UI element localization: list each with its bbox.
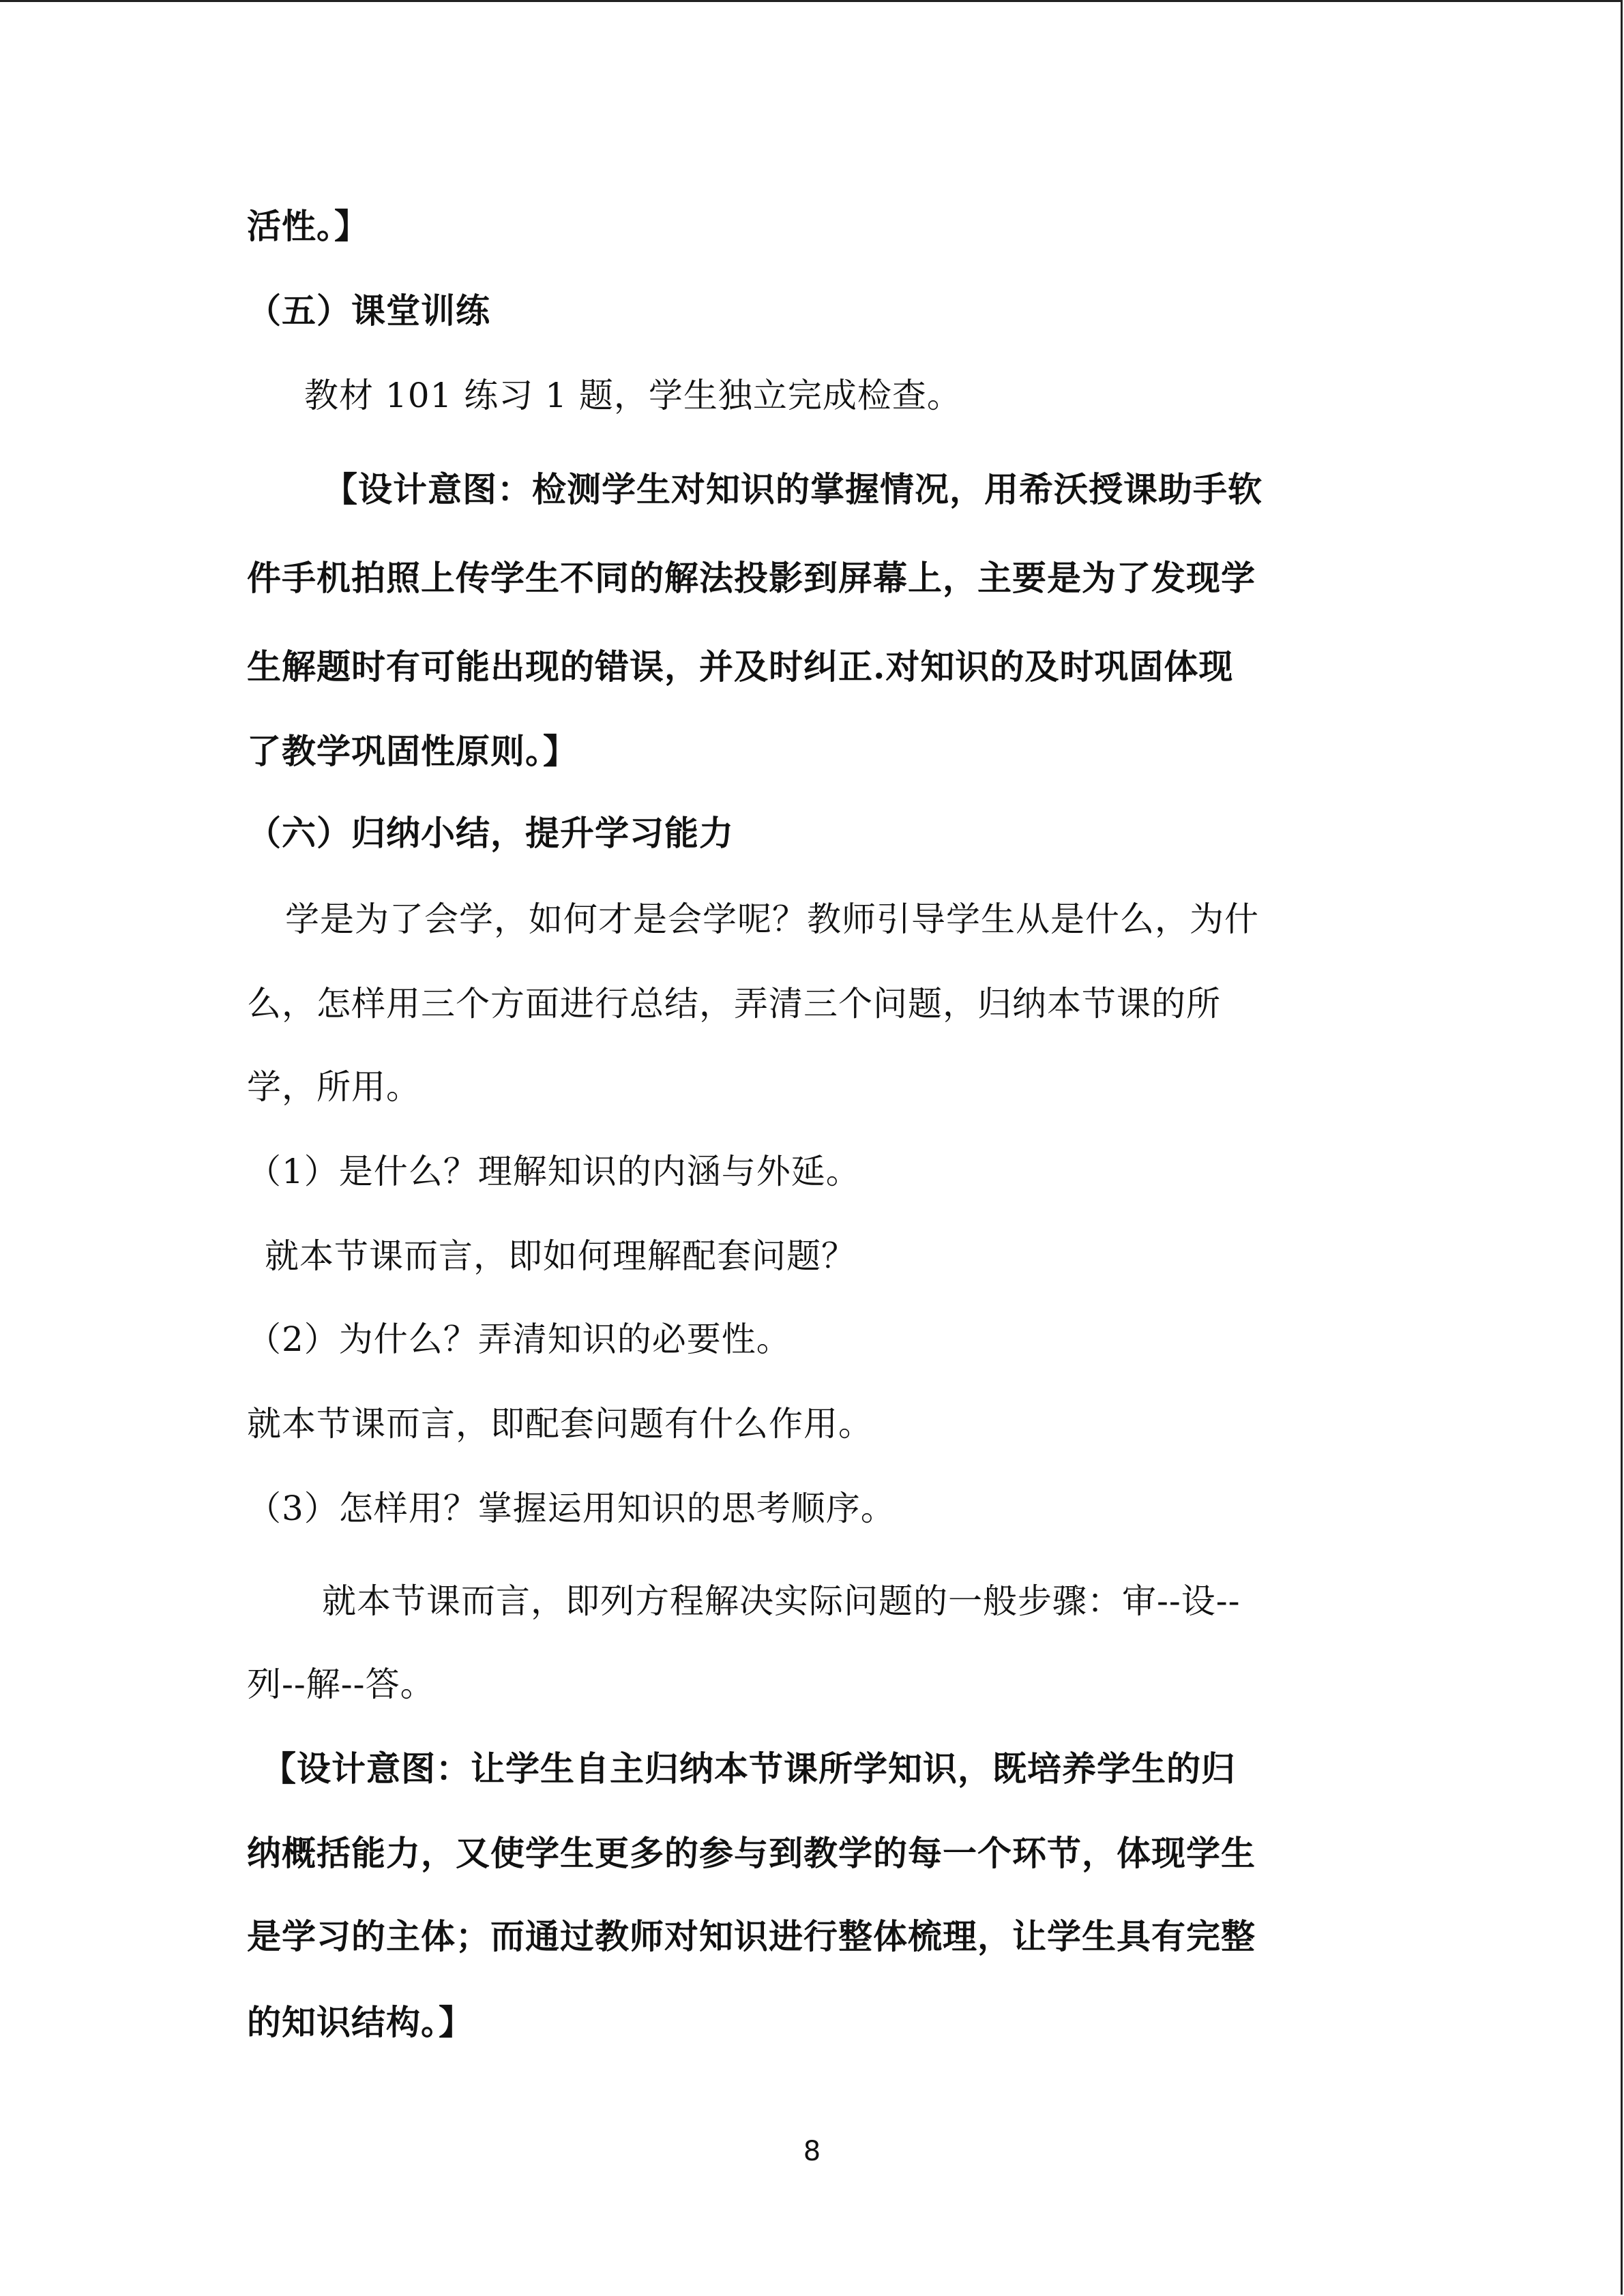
paragraph-line: 学是为了会学，如何才是会学呢？教师引导学生从是什么，为什	[285, 899, 1259, 939]
design-intent-line: 纳概括能力，又使学生更多的参与到教学的每一个环节，体现学生	[247, 1833, 1256, 1873]
design-intent-line: 件手机拍照上传学生不同的解法投影到屏幕上，主要是为了发现学	[247, 558, 1256, 598]
design-intent-line: 的知识结构。】	[247, 2002, 473, 2042]
answer-line: 就本节课而言，即列方程解决实际问题的一般步骤：审--设--	[322, 1581, 1241, 1621]
question-line: （2）为什么？弄清知识的必要性。	[247, 1320, 791, 1359]
answer-line: 就本节课而言，即配套问题有什么作用。	[247, 1404, 873, 1444]
section-heading: （六）归纳小结，提升学习能力	[247, 813, 734, 853]
paragraph-line: 教材 101 练习 1 题，学生独立完成检查。	[304, 376, 962, 415]
paragraph-line: 学，所用。	[247, 1067, 421, 1107]
question-line: （3）怎样用？掌握运用知识的思考顺序。	[247, 1489, 896, 1528]
design-intent-line: 生解题时有可能出现的错误，并及时纠正.对知识的及时巩固体现	[247, 646, 1234, 687]
section-heading: （五）课堂训练	[247, 290, 490, 331]
page-number: 8	[803, 2136, 821, 2167]
paragraph-line: 活性。】	[247, 206, 369, 246]
paragraph-line: 么，怎样用三个方面进行总结，弄清三个问题，归纳本节课的所	[247, 984, 1221, 1024]
design-intent-line: 了教学巩固性原则。】	[247, 731, 578, 771]
design-intent-line: 是学习的主体；而通过教师对知识进行整体梳理，让学生具有完整	[247, 1916, 1256, 1956]
answer-line: 就本节课而言，即如何理解配套问题？	[265, 1236, 856, 1276]
answer-line: 列--解--答。	[247, 1665, 435, 1704]
design-intent-line: 【设计意图：检测学生对知识的掌握情况，用希沃授课助手软	[323, 469, 1263, 509]
design-intent-line: 【设计意图：让学生自主归纳本节课所学知识，既培养学生的归	[262, 1748, 1236, 1789]
question-line: （1）是什么？理解知识的内涵与外延。	[247, 1152, 861, 1191]
